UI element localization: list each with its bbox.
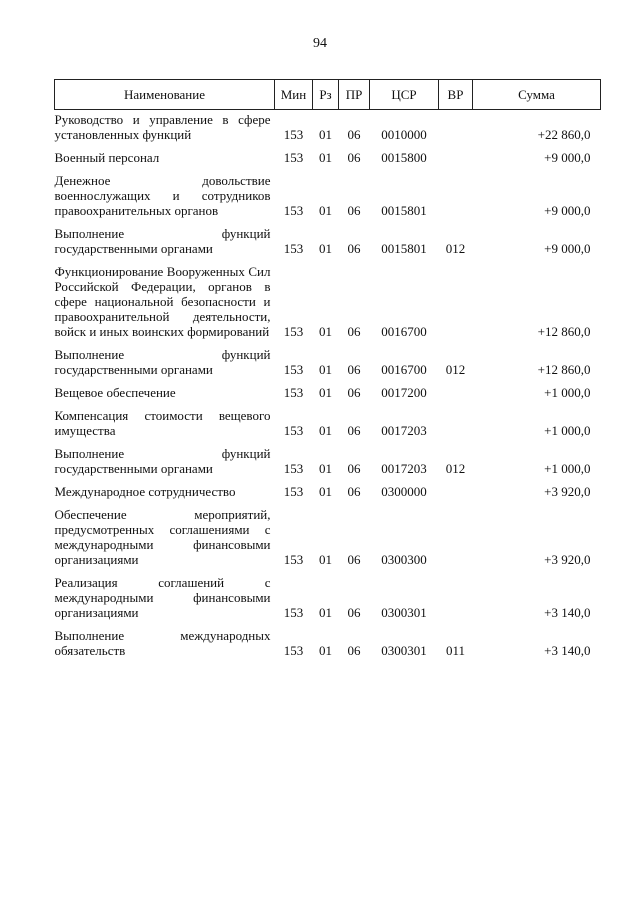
row-csr: 0017203 [381, 461, 427, 476]
row-name: Выполнение функций государственными органами [54, 446, 271, 476]
row-name-cell [55, 628, 275, 658]
row-min: 153 [283, 423, 304, 438]
row-sum: +9 000,0 [544, 150, 591, 165]
row-vr [439, 408, 473, 438]
row-sum: +9 000,0 [544, 241, 591, 256]
row-name-cell [55, 408, 275, 438]
table-row [55, 628, 601, 658]
row-vr: 011 [445, 643, 466, 658]
row-pr: 06 [347, 552, 361, 567]
row-min: 153 [283, 324, 304, 339]
row-pr: 06 [347, 643, 361, 658]
row-min: 153 [283, 150, 304, 165]
row-vr [439, 575, 473, 620]
header-csr: ЦСР [370, 80, 439, 110]
row-name-cell [55, 484, 275, 499]
row-vr: 012 [445, 362, 466, 377]
header-vr: ВР [439, 80, 473, 110]
row-pr: 06 [347, 241, 361, 256]
row-vr: 012 [445, 461, 466, 476]
row-name: Обеспечение мероприятий, предусмотренных соглашениями с международными финансовыми организациями [54, 507, 271, 567]
header-min: Мин [275, 80, 313, 110]
row-rz: 01 [319, 605, 332, 620]
page-number: 94 [313, 36, 327, 51]
row-csr: 0016700 [381, 362, 427, 377]
row-vr [439, 385, 473, 400]
row-spacer [55, 165, 601, 173]
row-spacer [55, 218, 601, 226]
row-rz: 01 [319, 362, 332, 377]
row-min: 153 [283, 605, 304, 620]
row-name-cell [55, 226, 275, 256]
header-sum: Сумма [473, 80, 601, 110]
row-csr: 0015801 [381, 203, 427, 218]
row-csr: 0017203 [381, 423, 427, 438]
row-sum: +9 000,0 [544, 203, 591, 218]
row-vr [439, 150, 473, 165]
row-vr [439, 484, 473, 499]
row-spacer [55, 142, 601, 150]
row-sum: +1 000,0 [544, 423, 591, 438]
table-row [55, 110, 601, 143]
row-min: 153 [283, 461, 304, 476]
row-sum: +12 860,0 [537, 362, 591, 377]
table-row [55, 484, 601, 499]
row-min: 153 [283, 484, 304, 499]
row-min: 153 [283, 127, 304, 142]
header-pr: ПР [339, 80, 370, 110]
row-csr: 0010000 [381, 127, 427, 142]
row-spacer [55, 476, 601, 484]
row-rz: 01 [319, 484, 332, 499]
row-name-cell [55, 575, 275, 620]
row-vr [439, 507, 473, 567]
row-rz: 01 [319, 423, 332, 438]
row-name: Реализация соглашений с международными финансовыми организациями [54, 575, 271, 620]
row-spacer [55, 377, 601, 385]
row-csr: 0016700 [381, 324, 427, 339]
row-rz: 01 [319, 324, 332, 339]
row-pr: 06 [347, 150, 361, 165]
row-name: Руководство и управление в сфере установленных функций [54, 112, 271, 142]
row-spacer [55, 400, 601, 408]
row-csr: 0017200 [381, 385, 427, 400]
row-vr [439, 264, 473, 339]
row-min: 153 [283, 241, 304, 256]
row-csr: 0300000 [381, 484, 427, 499]
row-pr: 06 [347, 461, 361, 476]
row-name: Вещевое обеспечение [54, 385, 176, 400]
header-rz: Рз [313, 80, 339, 110]
table-row [55, 385, 601, 400]
row-vr: 012 [445, 241, 466, 256]
table-row [55, 575, 601, 620]
row-sum: +3 140,0 [544, 605, 591, 620]
row-csr: 0300301 [381, 643, 427, 658]
row-sum: +1 000,0 [544, 461, 591, 476]
row-pr: 06 [347, 385, 361, 400]
row-name-cell [55, 347, 275, 377]
header-name: Наименование [55, 80, 275, 110]
row-pr: 06 [347, 423, 361, 438]
row-min: 153 [283, 643, 304, 658]
row-pr: 06 [347, 362, 361, 377]
row-min: 153 [283, 203, 304, 218]
row-name-cell [55, 385, 275, 400]
row-vr [439, 173, 473, 218]
budget-table [54, 79, 601, 658]
row-rz: 01 [319, 241, 332, 256]
table-row [55, 173, 601, 218]
row-rz: 01 [319, 203, 332, 218]
row-csr: 0300300 [381, 552, 427, 567]
row-min: 153 [283, 385, 304, 400]
row-spacer [55, 438, 601, 446]
row-csr: 0015801 [381, 241, 427, 256]
row-rz: 01 [319, 461, 332, 476]
row-min: 153 [283, 362, 304, 377]
row-rz: 01 [319, 150, 332, 165]
row-rz: 01 [319, 127, 332, 142]
row-csr: 0015800 [381, 150, 427, 165]
row-name-cell [55, 507, 275, 567]
row-vr [439, 110, 473, 143]
row-pr: 06 [347, 203, 361, 218]
row-name: Международное сотрудничество [54, 484, 236, 499]
row-pr: 06 [347, 127, 361, 142]
table-row [55, 446, 601, 476]
row-pr: 06 [347, 484, 361, 499]
row-name: Компенсация стоимости вещевого имущества [54, 408, 271, 438]
row-rz: 01 [319, 552, 332, 567]
row-min: 153 [283, 552, 304, 567]
row-name: Военный персонал [54, 150, 160, 165]
row-name: Денежное довольствие военнослужащих и сотрудников правоохранительных органов [54, 173, 271, 218]
row-rz: 01 [319, 385, 332, 400]
row-spacer [55, 620, 601, 628]
row-name: Функционирование Вооруженных Сил Российской Федерации, органов в сфере национальной безопасности и правоохранительной деятельности, войск и иных воинских формирований [54, 264, 271, 339]
table-row [55, 347, 601, 377]
row-pr: 06 [347, 324, 361, 339]
row-sum: +3 920,0 [544, 484, 591, 499]
table-row [55, 226, 601, 256]
row-name-cell [55, 264, 275, 339]
row-rz: 01 [319, 643, 332, 658]
row-spacer [55, 499, 601, 507]
row-name-cell [55, 173, 275, 218]
row-sum: +22 860,0 [537, 127, 591, 142]
table-row [55, 264, 601, 339]
table-header [55, 80, 601, 110]
row-sum: +12 860,0 [537, 324, 591, 339]
row-csr: 0300301 [381, 605, 427, 620]
table-row [55, 408, 601, 438]
row-spacer [55, 256, 601, 264]
table-body [55, 110, 601, 659]
row-sum: +3 920,0 [544, 552, 591, 567]
row-name-cell [55, 110, 275, 143]
row-name: Выполнение международных обязательств [54, 628, 271, 658]
row-sum: +1 000,0 [544, 385, 591, 400]
table-row [55, 507, 601, 567]
row-pr: 06 [347, 605, 361, 620]
row-sum: +3 140,0 [544, 643, 591, 658]
row-spacer [55, 567, 601, 575]
table-row [55, 150, 601, 165]
row-name-cell [55, 150, 275, 165]
row-name: Выполнение функций государственными органами [54, 226, 271, 256]
row-spacer [55, 339, 601, 347]
row-name: Выполнение функций государственными органами [54, 347, 271, 377]
row-name-cell [55, 446, 275, 476]
